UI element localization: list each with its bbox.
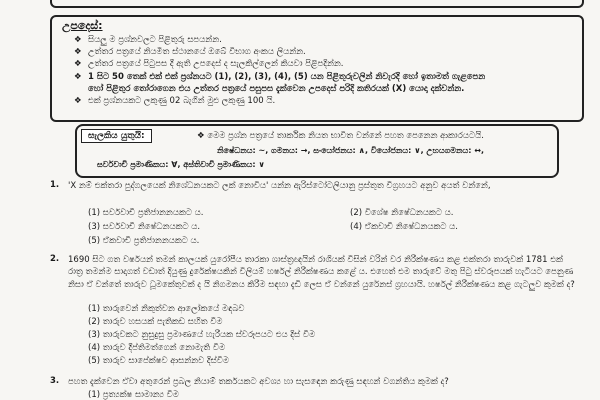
- option-2: (2) විශේෂ නිෂේධනයකට ය.: [350, 208, 454, 218]
- option-1: (1) තාරුවෙන් නිකුත්වන ආලෝකයේ මඳබව: [88, 304, 245, 314]
- bullet-icon: ❖: [197, 131, 208, 141]
- instruction-item: හෝ පිළිතුර තෝරාගෙන එය උත්තර පත්‍රයේ පසුපස දැක්වෙන උපදෙස් පරිදි කතිරයක් (X) යොදා දක්වන්න.: [88, 83, 465, 94]
- instruction-item: ❖ එක් ප්‍රශ්නයකට ලකුණු 02 බැගින් මුළු ලකුණු 100 යි.: [74, 96, 276, 107]
- instructions-title: උපදෙස්:: [62, 19, 103, 32]
- question-number: 2.: [50, 254, 60, 264]
- question-3: [50, 376, 580, 400]
- question-stem: පහත දැක්වෙන ඒවා අතුරෙන් ප්‍රබල නියාම් තර්කයකට අවශ්‍ය හා සැසඳෙන කරුණු සඳහන් වගන්තිය කුමක් ද?: [68, 377, 449, 387]
- option-1: (1) සර්වවාචී ප්‍රතිජානනයකට ය.: [88, 208, 204, 218]
- note-box: [75, 124, 559, 178]
- instruction-item: ❖ 1 සිට 50 තෙක් එක් එක් ප්‍රශ්නයට (1), (2), (3), (4), (5) යන පිළිතුරුවලින් නිවැරදි හෝ ඉතාමත් ගැළපෙන: [74, 71, 486, 82]
- instruction-item: ❖ සියලු ම ප්‍රශ්නවලට පිළිතුරු සපයන්න.: [74, 35, 222, 45]
- option-4: (4) ඒකවාචී නිෂේධනයකට ය.: [350, 222, 458, 232]
- question-1: [50, 180, 580, 262]
- question-stem: 'X නම් එක්තරා පුද්ගලයෙක් නිශේධනයකට ලක් නොවිය' යන්න ඇරිස්ටෝටලියානු ප්‍රස්තුත විග්‍රහයට අනුව අයත් වන්නේ,: [68, 181, 491, 191]
- note-text: ❖ මෙම ප්‍රශ්න පත්‍රයේ තාර්කික නියත භාවිත වන්නේ පහත පෙනෙන ආකාරයටයි.: [197, 131, 484, 141]
- instruction-item: ❖ උත්තර පත්‍රයේ නියමිත ස්ථානයේ ඔබේ විභාග අංකය ලියන්න.: [74, 47, 306, 58]
- instructions-list: [74, 34, 574, 107]
- bullet-icon: ❖: [74, 71, 82, 82]
- note-symbols-line-1: නිෂේධනය: ~, ගමනය: →, සංයෝජනය: ∧, වියෝජනය: ∨, උභයගමනය: ↔,: [217, 146, 485, 155]
- option-4: (4) තාරුව දීප්තිමත්ගෙන් නොමැති වීම: [88, 343, 226, 353]
- bullet-icon: ❖: [74, 59, 82, 70]
- question-stem: 1690 සිට ගත වර්ෂයන් තමන් කාලයක් යුරෝපීය තාරකා ශාස්ත්‍රඥයින් රාශියක් විසින් වරින් වර නිරීක්ෂණය කළ එක්තරා තාරුවක් 1781 එක් රාත්‍ර තමන්ම සාදාගත් වඩාත් දියුණු දුරේක්ෂයකින් විලියම් හර්ෂල් නිරීක්ෂණය කළේ ය. එහෙත් එම තාරුවේ මතු පිටු ස්වරූපයක් හැටියට පෙනුණ නිසා ඒ වන්තේ තාරුව ධූමකේතුවක් ද යි නිගමනය කිරීම සඳහා දැඩි ලෙස ඒ වන්නේ යුරේනස් ග්‍රහයායි. හර්ෂල් නිරීක්ෂණය කළ ගැටලුව කුමක් ද?: [68, 255, 575, 290]
- option-1: (1) ප්‍රත්‍යක්ෂ සාමාන්‍ය වීම: [88, 390, 179, 400]
- instructions-box: [50, 15, 584, 122]
- bullet-icon: ❖: [74, 35, 82, 45]
- note-symbols-line-2: සර්වවාචී ප්‍රමාණිකය: ∀, අස්තිවාචී ප්‍රමාණිකය: ∨: [97, 160, 265, 169]
- option-5: (5) තාරුව සාපේක්ෂව ආසන්නව දිස්වීම: [88, 356, 229, 366]
- question-number: 3.: [50, 376, 60, 386]
- top-border-box: [50, 0, 584, 8]
- question-2: [50, 254, 580, 374]
- question-number: 1.: [50, 180, 60, 190]
- option-5: (5) ඒකවාචී ප්‍රතිජානනයකට ය.: [88, 236, 200, 246]
- instruction-item: ❖ උත්තර පත්‍රයේ පිටුපස දී ඇති උපදෙස් ද සැලකිල්ලෙන් කියවා පිළිපදින්න.: [74, 59, 344, 70]
- bullet-icon: ❖: [74, 47, 82, 58]
- note-title: සැලකිය යුතුයි:: [81, 129, 152, 143]
- bullet-icon: ❖: [74, 96, 82, 107]
- option-2: (2) තාරුව හසයක් පැතිකඩ සහිත වීම: [88, 317, 223, 327]
- option-3: (3) සර්වවාචී නිෂේධනයකට ය.: [88, 222, 201, 232]
- option-3: (3) තාරුවකට නුසුදුසු ප්‍රමාණයේ හැරීයක ස්වරූපයට එය දිස් වීම: [88, 330, 316, 340]
